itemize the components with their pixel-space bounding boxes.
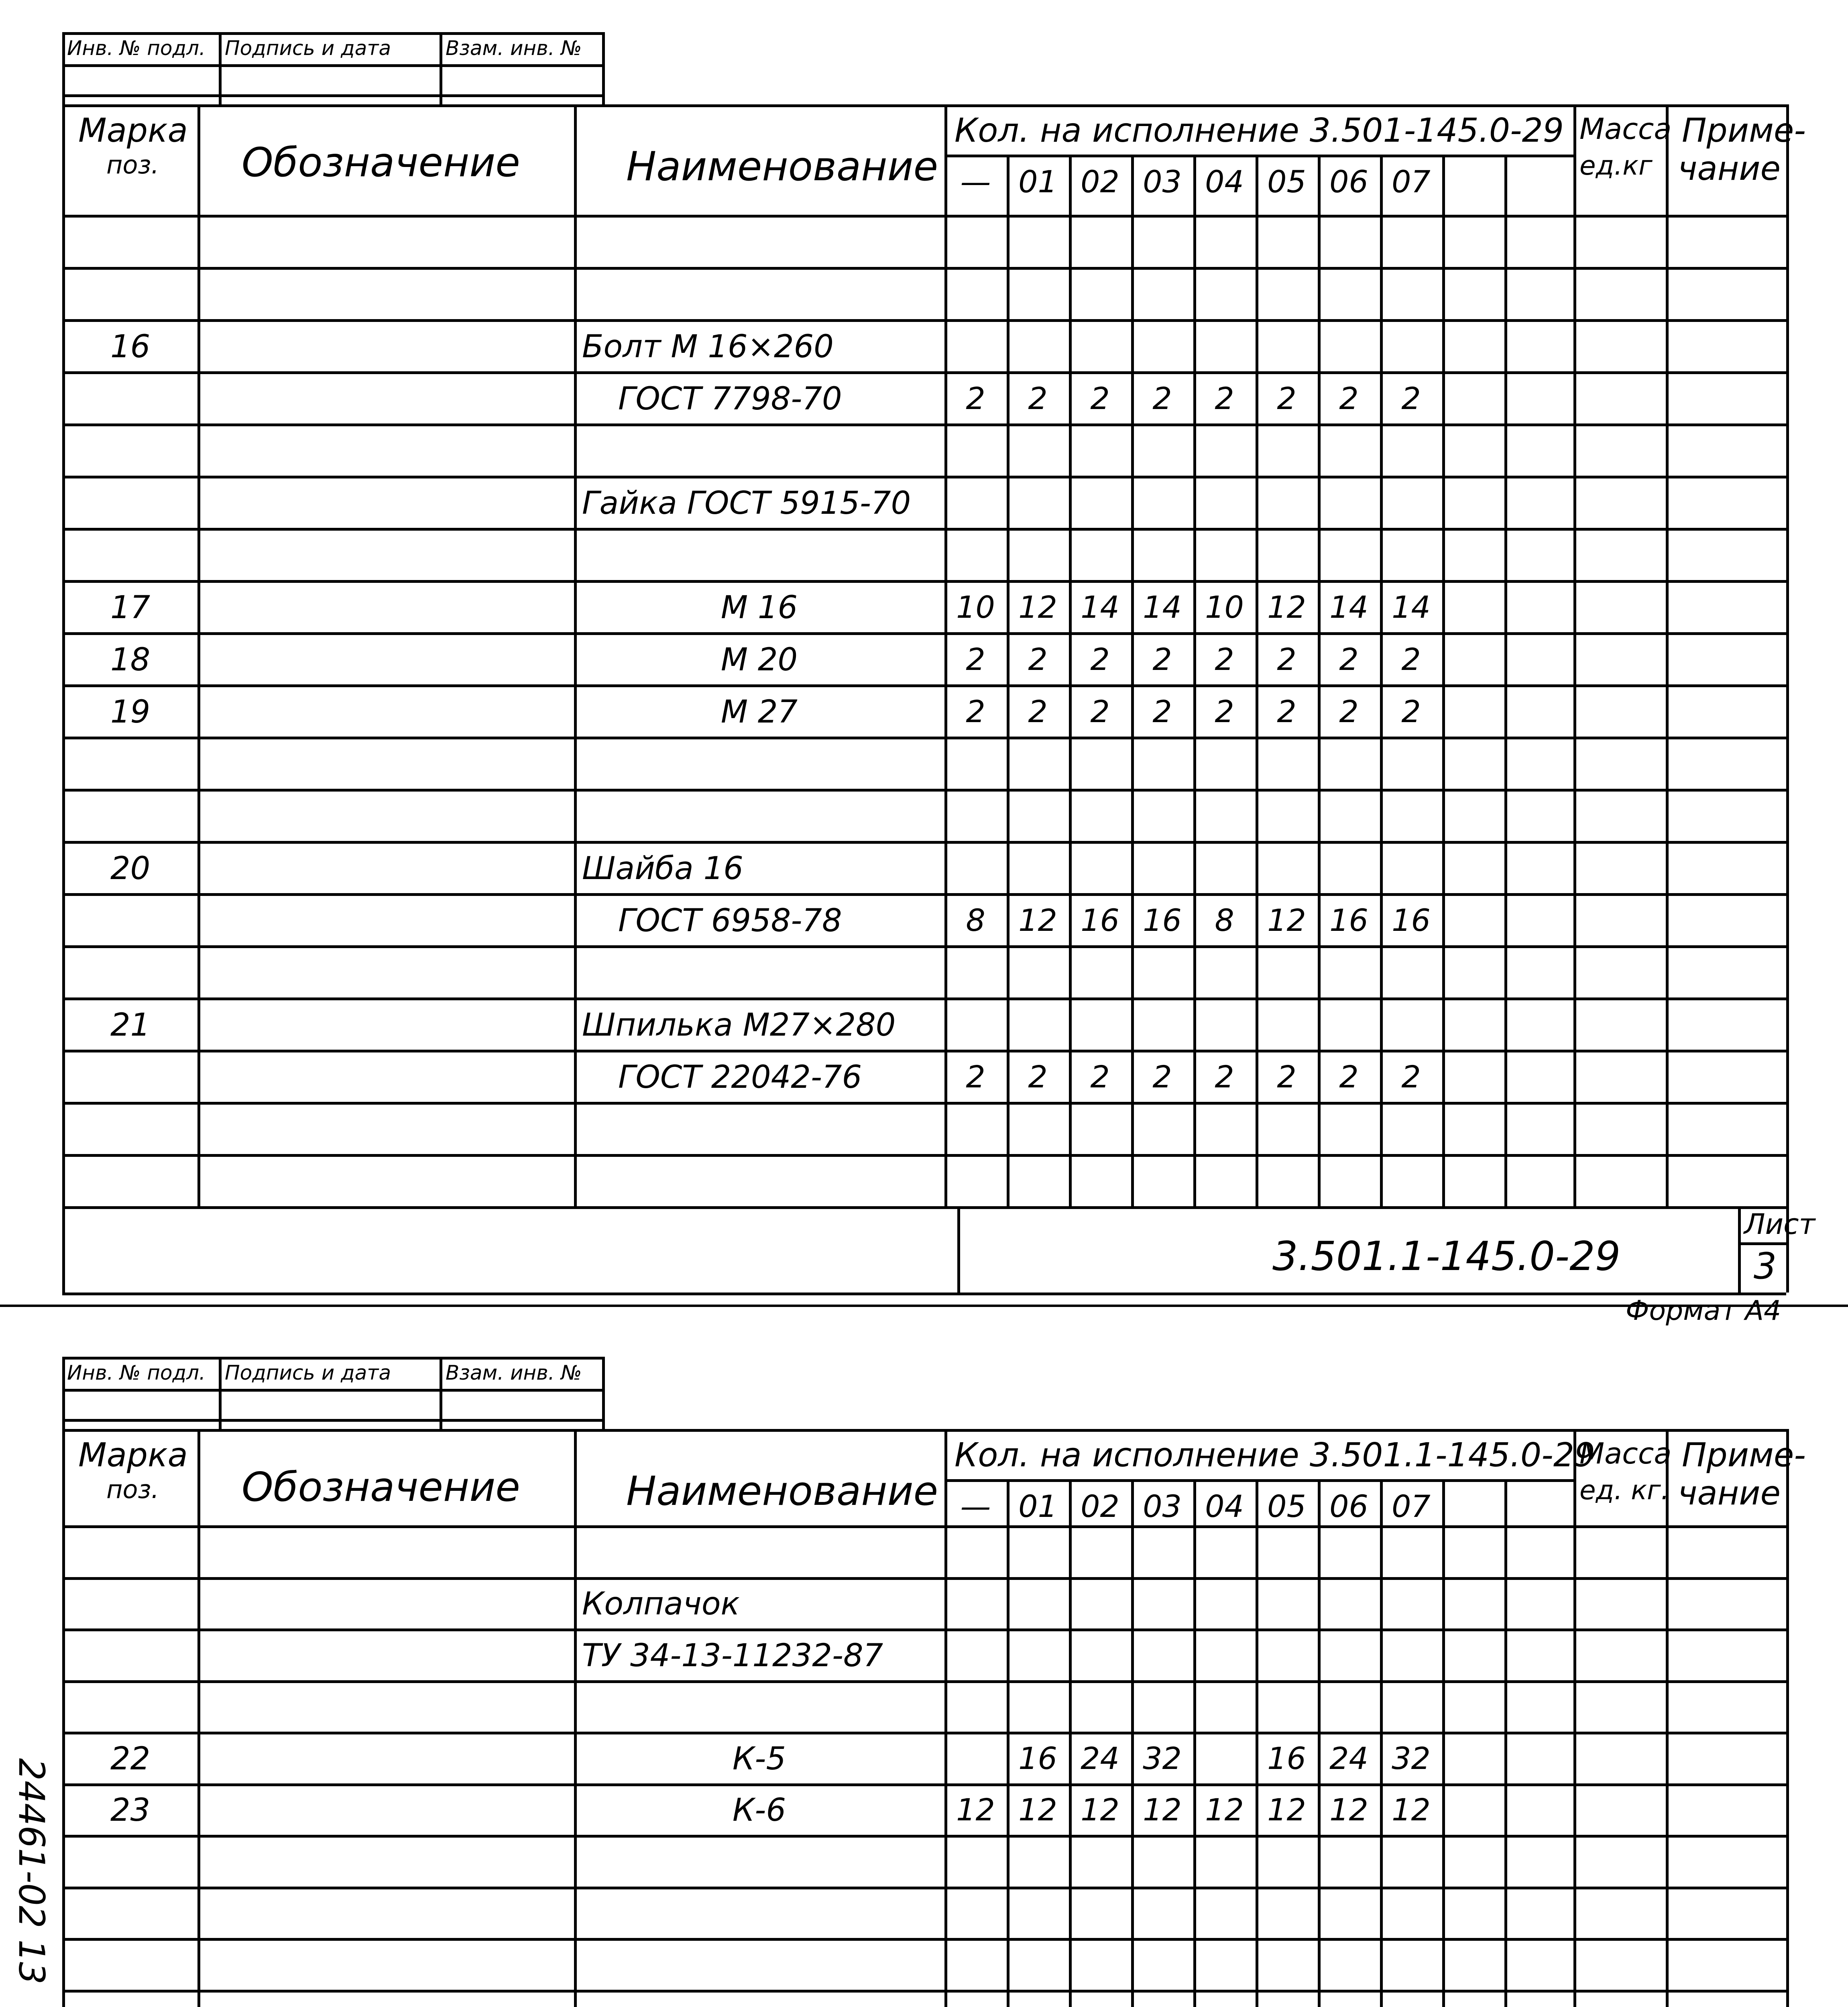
row-pos: 19 bbox=[110, 694, 151, 730]
row-name: М 27 bbox=[720, 694, 798, 730]
qty-cell: 2 bbox=[1277, 1059, 1296, 1095]
qty-cell: 2 bbox=[1152, 381, 1172, 416]
qty-column-line bbox=[1256, 155, 1258, 1206]
qty-cell: 2 bbox=[1401, 694, 1421, 729]
stamp-vzam-label: Взам. инв. № bbox=[446, 37, 582, 60]
qty-cell: 2 bbox=[966, 694, 985, 729]
qty-cell: 2 bbox=[1215, 1059, 1234, 1095]
qty-cell: 14 bbox=[1081, 589, 1119, 625]
header-variant-6: 06 bbox=[1329, 164, 1368, 199]
row-line bbox=[62, 1050, 1786, 1052]
qty-cell: 24 bbox=[1329, 1740, 1368, 1776]
qty-column-line bbox=[1504, 1479, 1507, 2007]
header-pos: поз. bbox=[106, 150, 159, 179]
header-variant-6: 06 bbox=[1329, 1488, 1368, 1524]
qty-cell: 2 bbox=[1090, 641, 1110, 677]
row-name: Колпачок bbox=[582, 1586, 740, 1622]
row-name: Шайба 16 bbox=[582, 851, 743, 887]
row-name: ТУ 34-13-11232-87 bbox=[582, 1637, 883, 1674]
qty-cell: 12 bbox=[1205, 1792, 1244, 1828]
row-line bbox=[62, 1577, 1786, 1580]
qty-subheader-line bbox=[944, 155, 1573, 157]
row-line bbox=[62, 1102, 1786, 1105]
qty-cell: 8 bbox=[966, 902, 985, 938]
qty-cell: 24 bbox=[1081, 1740, 1119, 1776]
qty-cell: 16 bbox=[1267, 1740, 1306, 1776]
titleblock-line bbox=[1738, 1242, 1786, 1245]
header-variant-3: 03 bbox=[1143, 1488, 1182, 1524]
qty-column-line bbox=[1442, 1479, 1445, 2007]
qty-cell: 12 bbox=[1018, 589, 1057, 625]
header-note: Приме- bbox=[1682, 1436, 1806, 1474]
qty-cell: 16 bbox=[1143, 902, 1182, 938]
qty-cell: 2 bbox=[1339, 694, 1359, 729]
qty-column-line bbox=[1504, 155, 1507, 1206]
titleblock-line bbox=[1738, 1206, 1741, 1293]
stamp-line bbox=[62, 1357, 65, 1429]
qty-column-line bbox=[1007, 155, 1009, 1206]
header-qty-title: Кол. на исполнение 3.501-145.0-29 bbox=[955, 112, 1564, 150]
qty-column-line bbox=[1193, 1479, 1196, 2007]
qty-cell: 2 bbox=[1215, 381, 1234, 416]
stamp-sign-label: Подпись и дата bbox=[225, 37, 391, 60]
row-line bbox=[62, 1154, 1786, 1157]
qty-cell: 8 bbox=[1215, 902, 1234, 938]
qty-cell: 2 bbox=[1028, 641, 1048, 677]
stamp-line bbox=[219, 1357, 222, 1429]
header-mass: Масса bbox=[1579, 1437, 1672, 1470]
row-name: ГОСТ 7798-70 bbox=[618, 381, 842, 417]
header-mass: Масса bbox=[1579, 112, 1672, 146]
row-line bbox=[62, 319, 1786, 322]
row-line bbox=[62, 945, 1786, 948]
row-line bbox=[62, 841, 1786, 844]
header-designation: Обозначение bbox=[242, 139, 520, 186]
qty-cell: 12 bbox=[1392, 1792, 1431, 1828]
column-line bbox=[1573, 1429, 1576, 2007]
column-line bbox=[197, 1429, 200, 2007]
stamp-line bbox=[440, 1357, 442, 1429]
row-line bbox=[62, 737, 1786, 739]
stamp-inv-label: Инв. № подл. bbox=[67, 37, 206, 60]
page-separator bbox=[0, 1305, 1848, 1307]
row-pos: 18 bbox=[110, 642, 151, 678]
qty-subheader-line bbox=[944, 1479, 1573, 1482]
header-variant-1: 01 bbox=[1018, 164, 1057, 199]
qty-cell: 2 bbox=[1215, 641, 1234, 677]
frame-top bbox=[62, 104, 1786, 107]
stamp-line bbox=[602, 32, 605, 104]
row-pos: 16 bbox=[110, 329, 151, 365]
frame-right bbox=[1786, 104, 1789, 1293]
qty-cell: 14 bbox=[1329, 589, 1368, 625]
qty-cell: 2 bbox=[1401, 641, 1421, 677]
qty-cell: 2 bbox=[966, 381, 985, 416]
header-bottom bbox=[62, 1525, 1786, 1528]
qty-column-line bbox=[1318, 155, 1321, 1206]
stamp-line bbox=[62, 64, 602, 67]
row-name: Шпилька М27×280 bbox=[582, 1007, 896, 1043]
row-line bbox=[62, 632, 1786, 635]
titleblock-line bbox=[957, 1206, 960, 1293]
row-name: М 16 bbox=[720, 590, 798, 626]
qty-cell: 16 bbox=[1329, 902, 1368, 938]
sheet-number: 3 bbox=[1753, 1245, 1777, 1287]
header-mark: Марка bbox=[78, 112, 188, 150]
frame-right bbox=[1786, 1429, 1789, 2007]
header-variant-0: — bbox=[960, 1488, 991, 1524]
qty-cell: 2 bbox=[1339, 641, 1359, 677]
qty-cell: 12 bbox=[1018, 902, 1057, 938]
row-line bbox=[62, 893, 1786, 896]
header-mass-unit: ед. кг. bbox=[1579, 1475, 1669, 1506]
row-line bbox=[62, 1835, 1786, 1838]
row-pos: 21 bbox=[110, 1007, 151, 1043]
header-qty-title: Кол. на исполнение 3.501.1-145.0-29 bbox=[955, 1436, 1596, 1474]
sheet-label: Лист bbox=[1744, 1208, 1815, 1241]
row-line bbox=[62, 423, 1786, 426]
header-note: Приме- bbox=[1682, 112, 1806, 150]
qty-cell: 32 bbox=[1143, 1740, 1182, 1776]
stamp-line bbox=[440, 32, 442, 104]
row-line bbox=[62, 371, 1786, 374]
row-line bbox=[62, 1628, 1786, 1631]
qty-cell: 10 bbox=[956, 589, 995, 625]
qty-cell: 2 bbox=[966, 1059, 985, 1095]
stamp-line bbox=[62, 1419, 602, 1422]
row-line bbox=[62, 1206, 1786, 1209]
qty-cell: 2 bbox=[1028, 1059, 1048, 1095]
frame-bottom bbox=[62, 1293, 1786, 1295]
stamp-sign-label: Подпись и дата bbox=[225, 1361, 391, 1384]
qty-cell: 12 bbox=[1143, 1792, 1182, 1828]
qty-cell: 16 bbox=[1018, 1740, 1057, 1776]
header-variant-3: 03 bbox=[1143, 164, 1182, 199]
qty-cell: 12 bbox=[1081, 1792, 1119, 1828]
row-pos: 17 bbox=[110, 590, 151, 626]
header-variant-4: 04 bbox=[1205, 164, 1244, 199]
qty-cell: 12 bbox=[956, 1792, 995, 1828]
header-variant-1: 01 bbox=[1018, 1488, 1057, 1524]
format-label: Формат А4 bbox=[1626, 1295, 1781, 1327]
header-variant-2: 02 bbox=[1081, 164, 1119, 199]
qty-cell: 14 bbox=[1392, 589, 1431, 625]
row-name: М 20 bbox=[720, 642, 798, 678]
qty-cell: 2 bbox=[1401, 1059, 1421, 1095]
qty-cell: 2 bbox=[1277, 381, 1296, 416]
qty-cell: 12 bbox=[1267, 589, 1306, 625]
qty-cell: 2 bbox=[1090, 694, 1110, 729]
qty-cell: 12 bbox=[1329, 1792, 1368, 1828]
qty-cell: 2 bbox=[1028, 694, 1048, 729]
header-variant-4: 04 bbox=[1205, 1488, 1244, 1524]
qty-cell: 2 bbox=[1339, 381, 1359, 416]
frame-top bbox=[62, 1429, 1786, 1432]
qty-cell: 2 bbox=[1277, 641, 1296, 677]
qty-cell: 2 bbox=[1152, 694, 1172, 729]
row-pos: 22 bbox=[110, 1740, 151, 1777]
row-line bbox=[62, 1680, 1786, 1683]
header-note-2: чание bbox=[1678, 150, 1781, 188]
header-variant-0: — bbox=[960, 164, 991, 199]
qty-column-line bbox=[1380, 155, 1383, 1206]
qty-cell: 2 bbox=[1152, 1059, 1172, 1095]
qty-column-line bbox=[1193, 155, 1196, 1206]
row-line bbox=[62, 1887, 1786, 1889]
row-name: Болт М 16×260 bbox=[582, 329, 834, 365]
qty-column-line bbox=[1131, 155, 1134, 1206]
qty-cell: 2 bbox=[1215, 694, 1234, 729]
frame-left bbox=[62, 104, 65, 1293]
row-line bbox=[62, 1783, 1786, 1786]
header-mark: Марка bbox=[78, 1436, 188, 1474]
column-line bbox=[574, 1429, 577, 2007]
header-variant-7: 07 bbox=[1392, 1488, 1431, 1524]
qty-cell: 16 bbox=[1392, 902, 1431, 938]
header-variant-2: 02 bbox=[1081, 1488, 1119, 1524]
stamp-vzam-label: Взам. инв. № bbox=[446, 1361, 582, 1384]
header-note-2: чание bbox=[1678, 1474, 1781, 1512]
frame-left bbox=[62, 1429, 65, 2007]
qty-column-line bbox=[1069, 155, 1072, 1206]
row-line bbox=[62, 1732, 1786, 1734]
row-name: К-5 bbox=[732, 1740, 786, 1777]
row-line bbox=[62, 267, 1786, 270]
column-line bbox=[1666, 1429, 1669, 2007]
stamp-line bbox=[62, 1357, 602, 1360]
header-pos: поз. bbox=[106, 1475, 159, 1504]
row-line bbox=[62, 580, 1786, 583]
row-line bbox=[62, 684, 1786, 687]
qty-cell: 10 bbox=[1205, 589, 1244, 625]
header-variant-5: 05 bbox=[1267, 164, 1306, 199]
row-line bbox=[62, 1990, 1786, 1993]
qty-cell: 2 bbox=[1339, 1059, 1359, 1095]
stamp-line bbox=[62, 32, 602, 35]
qty-cell: 2 bbox=[1277, 694, 1296, 729]
row-line bbox=[62, 528, 1786, 531]
doc-code: 3.501.1-145.0-29 bbox=[1272, 1233, 1621, 1280]
row-name: ГОСТ 22042-76 bbox=[618, 1059, 862, 1095]
row-line bbox=[62, 789, 1786, 792]
qty-cell: 2 bbox=[1401, 381, 1421, 416]
header-name: Наименование bbox=[626, 143, 938, 190]
row-name: ГОСТ 6958-78 bbox=[618, 903, 842, 939]
qty-cell: 12 bbox=[1267, 902, 1306, 938]
qty-cell: 2 bbox=[1090, 1059, 1110, 1095]
stamp-line bbox=[602, 1357, 605, 1429]
row-line bbox=[62, 1938, 1786, 1941]
qty-cell: 12 bbox=[1018, 1792, 1057, 1828]
row-pos: 23 bbox=[110, 1792, 151, 1828]
stamp-line bbox=[62, 1389, 602, 1392]
qty-cell: 14 bbox=[1143, 589, 1182, 625]
stamp-line bbox=[62, 94, 602, 97]
stamp-inv-label: Инв. № подл. bbox=[67, 1361, 206, 1384]
stamp-line bbox=[219, 32, 222, 104]
header-bottom bbox=[62, 215, 1786, 218]
album-code-vertical: 24461-02 13 bbox=[11, 1758, 52, 1985]
row-name: К-6 bbox=[732, 1792, 786, 1828]
header-designation: Обозначение bbox=[242, 1464, 520, 1510]
header-mass-unit: ед.кг bbox=[1579, 150, 1653, 181]
qty-cell: 32 bbox=[1392, 1740, 1431, 1776]
row-name: Гайка ГОСТ 5915-70 bbox=[582, 485, 911, 521]
header-variant-5: 05 bbox=[1267, 1488, 1306, 1524]
qty-cell: 2 bbox=[966, 641, 985, 677]
row-line bbox=[62, 997, 1786, 1000]
row-pos: 20 bbox=[110, 851, 151, 887]
stamp-line bbox=[62, 32, 65, 104]
qty-cell: 2 bbox=[1028, 381, 1048, 416]
qty-column-line bbox=[1442, 155, 1445, 1206]
qty-cell: 12 bbox=[1267, 1792, 1306, 1828]
header-name: Наименование bbox=[626, 1468, 938, 1514]
qty-cell: 16 bbox=[1081, 902, 1119, 938]
qty-cell: 2 bbox=[1152, 641, 1172, 677]
header-variant-7: 07 bbox=[1392, 164, 1431, 199]
qty-cell: 2 bbox=[1090, 381, 1110, 416]
row-line bbox=[62, 476, 1786, 478]
